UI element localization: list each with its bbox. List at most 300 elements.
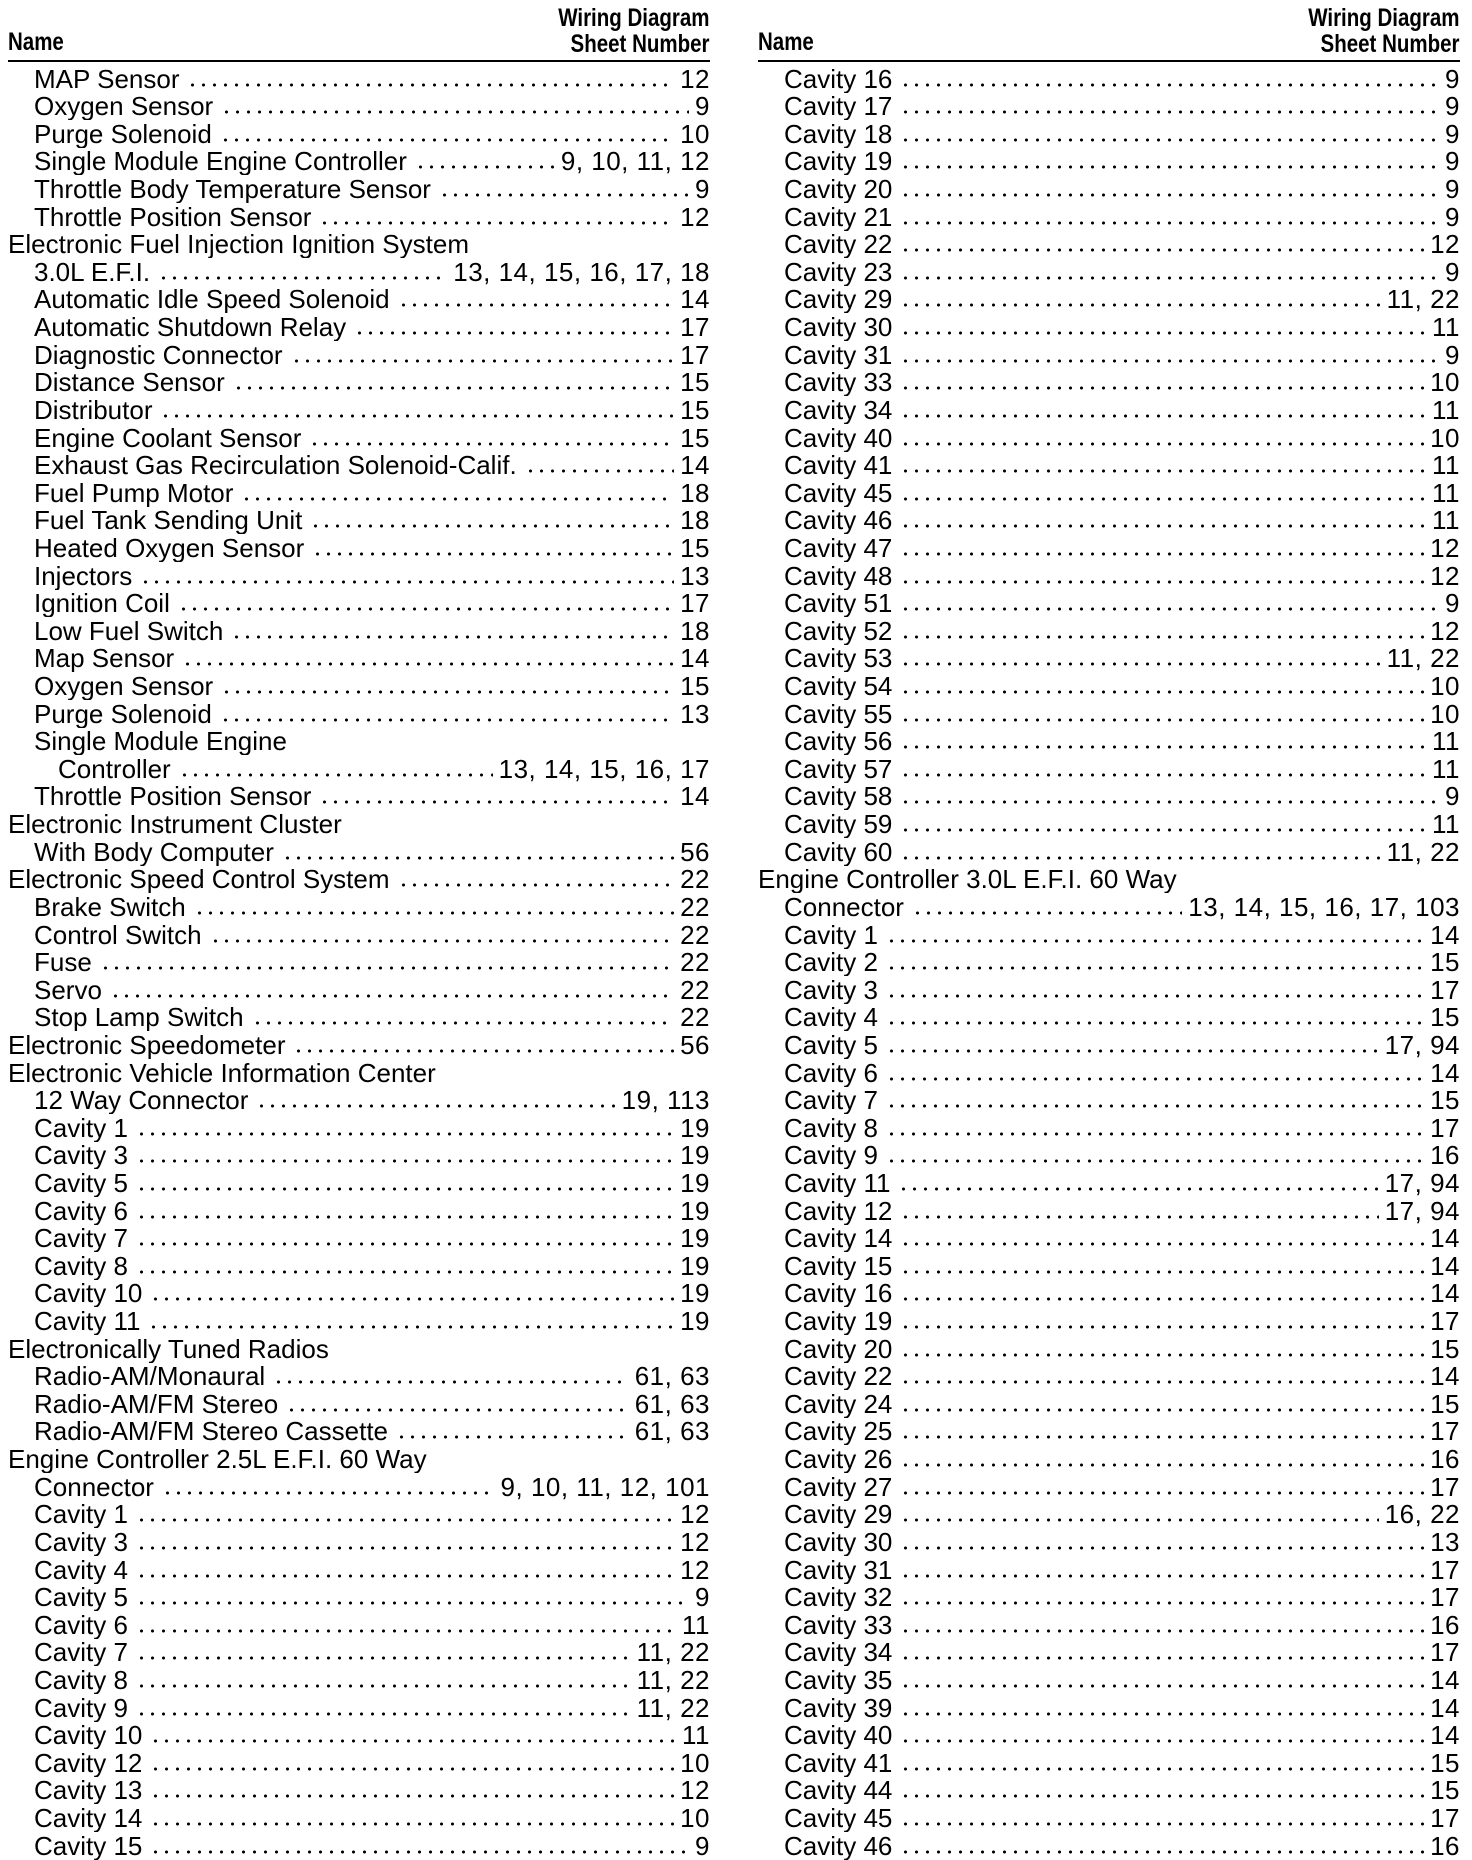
dot-leader [886, 1103, 1424, 1109]
dot-leader [900, 523, 1426, 529]
index-entry [758, 921, 1460, 949]
dot-leader [179, 772, 493, 778]
entry-name: Cavity 22 [784, 230, 893, 259]
index-entry [8, 1335, 710, 1363]
index-entry [758, 1059, 1460, 1087]
index-entry [758, 755, 1460, 783]
sheet-number: 17 [1430, 1307, 1460, 1336]
entry-name: Cavity 6 [784, 1058, 878, 1087]
entry-name: Cavity 4 [34, 1555, 128, 1584]
dot-leader [886, 938, 1424, 944]
index-entry [8, 1087, 710, 1115]
sheet-number: 22 [680, 1003, 710, 1032]
dot-leader [1185, 882, 1454, 888]
entry-name: With Body Computer [34, 838, 274, 866]
entry-name: Cavity 31 [784, 341, 893, 369]
dot-leader [900, 579, 1424, 585]
dot-leader [477, 247, 704, 253]
sheet-heading-line1: Wiring Diagram [558, 4, 710, 32]
entry-name: Controller [58, 755, 171, 783]
entry-name: Low Fuel Switch [34, 617, 224, 645]
entry-name: Cavity 41 [784, 1749, 893, 1777]
dot-leader [140, 579, 674, 585]
index-entry [8, 507, 710, 535]
sheet-number: 11 [1432, 727, 1460, 756]
index-entry [8, 1584, 710, 1612]
entry-name: Brake Switch [34, 893, 186, 921]
index-entry [758, 700, 1460, 728]
index-entry [758, 1087, 1460, 1115]
index-entry [758, 1252, 1460, 1280]
dot-leader [160, 413, 674, 419]
index-entry [758, 976, 1460, 1004]
index-entry [8, 755, 710, 783]
index-entry [758, 562, 1460, 590]
dot-leader [439, 192, 689, 198]
index-entry [8, 700, 710, 728]
index-entry [758, 949, 1460, 977]
index-entry [8, 810, 710, 838]
entry-name: Radio-AM/FM Stereo Cassette [34, 1417, 389, 1446]
index-entry [758, 1142, 1460, 1170]
entry-name: Cavity 35 [784, 1666, 893, 1694]
index-entries-right [758, 65, 1460, 1860]
index-entry [8, 93, 710, 121]
entry-name: Control Switch [34, 920, 202, 949]
index-entry [758, 1280, 1460, 1308]
entry-name: Cavity 15 [34, 1832, 143, 1860]
sheet-number: 15 [680, 672, 710, 701]
dot-leader [150, 1738, 676, 1744]
sheet-number: 12 [680, 1500, 710, 1529]
dot-leader [233, 385, 674, 391]
index-entry [8, 1004, 710, 1032]
index-entry [758, 783, 1460, 811]
index-entry [8, 645, 710, 673]
dot-leader [221, 689, 674, 695]
sheet-number: 19 [680, 1141, 710, 1170]
dot-leader [900, 799, 1439, 805]
column-header [8, 0, 710, 62]
index-entry [8, 1639, 710, 1667]
dot-leader [231, 634, 674, 640]
index-entry [758, 1501, 1460, 1529]
dot-leader [900, 302, 1380, 308]
entry-name: Cavity 48 [784, 561, 893, 590]
dot-leader [286, 1407, 629, 1413]
sheet-number: 9 [1445, 92, 1460, 121]
sheet-number: 22 [680, 865, 710, 894]
dot-leader [900, 855, 1380, 861]
sheet-number: 16 [1430, 1832, 1460, 1860]
entry-name: Throttle Body Temperature Sensor [34, 175, 431, 204]
dot-leader [415, 164, 555, 170]
index-entry [8, 1528, 710, 1556]
index-entry [8, 1749, 710, 1777]
entry-name: Cavity 1 [34, 1500, 128, 1529]
dot-leader [900, 551, 1424, 557]
sheet-number: 11, 22 [1386, 285, 1460, 314]
sheet-number: 14 [1430, 920, 1460, 949]
entry-name: Cavity 23 [784, 258, 893, 286]
sheet-number: 13, 14, 15, 16, 17 [498, 755, 710, 783]
sheet-number: 15 [1430, 1749, 1460, 1777]
sheet-number: 17, 94 [1384, 1196, 1460, 1225]
index-entry [8, 1473, 710, 1501]
dot-leader [182, 661, 674, 667]
dot-leader [900, 1573, 1424, 1579]
dot-leader [291, 358, 675, 364]
dot-leader [900, 192, 1439, 198]
entry-name: Cavity 11 [34, 1307, 141, 1336]
index-entry [8, 617, 710, 645]
sheet-number: 14 [1430, 1362, 1460, 1391]
dot-leader [435, 1462, 704, 1468]
sheet-number: 12 [680, 65, 710, 93]
sheet-heading-line2: Sheet Number [1321, 30, 1460, 58]
index-entry [758, 866, 1460, 894]
entry-name: Single Module Engine [34, 727, 287, 756]
right-column [758, 0, 1460, 1860]
sheet-number: 17 [1430, 1417, 1460, 1446]
sheet-number: 14 [1430, 1693, 1460, 1722]
entry-name: Cavity 8 [34, 1666, 128, 1694]
dot-leader [900, 1462, 1424, 1468]
sheet-number: 9 [1445, 589, 1460, 618]
sheet-number: 17 [1430, 1583, 1460, 1612]
sheet-number: 10 [680, 1804, 710, 1832]
sheet-number: 11 [1432, 313, 1460, 342]
entry-name: Cavity 14 [784, 1224, 893, 1253]
index-entry [8, 65, 710, 93]
index-entry [758, 1639, 1460, 1667]
sheet-number: 11, 22 [636, 1666, 710, 1694]
sheet-number: 22 [680, 893, 710, 921]
entry-name: Engine Controller 2.5L E.F.I. 60 Way [8, 1445, 427, 1474]
entry-name: Cavity 4 [784, 1003, 878, 1032]
entry-name: Cavity 1 [34, 1114, 128, 1142]
index-entry [8, 1666, 710, 1694]
sheet-number: 15 [680, 396, 710, 424]
entry-name: Purge Solenoid [34, 700, 212, 728]
left-column [8, 0, 710, 1860]
dot-leader [312, 551, 674, 557]
sheet-number: 15 [680, 423, 710, 452]
index-entry [758, 1114, 1460, 1142]
entry-name: Distance Sensor [34, 368, 225, 397]
entry-name: Cavity 30 [784, 1528, 893, 1556]
entry-name: Automatic Shutdown Relay [34, 313, 347, 342]
index-entry [758, 672, 1460, 700]
entry-name: Ignition Coil [34, 589, 170, 618]
dot-leader [900, 1849, 1424, 1855]
sheet-number: 12 [680, 1776, 710, 1805]
entry-name: Cavity 60 [784, 838, 893, 866]
name-heading: Name [8, 28, 64, 56]
entry-name: Cavity 7 [34, 1638, 128, 1667]
sheet-heading-line1: Wiring Diagram [1308, 4, 1460, 32]
entry-name: MAP Sensor [34, 65, 180, 93]
index-entry [758, 1445, 1460, 1473]
entry-name: Cavity 19 [784, 1307, 893, 1336]
dot-leader [900, 1683, 1424, 1689]
dot-leader [900, 358, 1439, 364]
sheet-number: 17 [1430, 1638, 1460, 1667]
index-entry [8, 1556, 710, 1584]
entry-name: Throttle Position Sensor [34, 203, 312, 231]
entry-name: Cavity 45 [784, 1804, 893, 1832]
entry-name: Cavity 9 [34, 1693, 128, 1722]
index-entry [8, 590, 710, 618]
entry-name: Cavity 59 [784, 810, 893, 839]
dot-leader [136, 1711, 631, 1717]
sheet-number: 10 [1430, 423, 1460, 452]
entry-name: Single Module Engine Controller [34, 147, 407, 176]
sheet-number: 10 [1430, 368, 1460, 397]
index-entry [758, 396, 1460, 424]
dot-leader [136, 1655, 631, 1661]
sheet-number: 16 [1430, 1141, 1460, 1170]
dot-leader [900, 1517, 1378, 1523]
dot-leader [900, 220, 1439, 226]
sheet-number: 9 [1445, 341, 1460, 369]
dot-leader [150, 1766, 674, 1772]
dot-leader [886, 1020, 1424, 1026]
dot-leader [900, 661, 1380, 667]
entry-name: Cavity 31 [784, 1555, 893, 1584]
sheet-number: 11 [682, 1611, 710, 1639]
dot-leader [136, 1628, 676, 1634]
entry-name: Cavity 53 [784, 644, 893, 673]
entry-name: Cavity 29 [784, 285, 893, 314]
entry-name: Injectors [34, 561, 133, 590]
sheet-number: 17, 94 [1384, 1031, 1460, 1059]
entry-name: Cavity 5 [784, 1031, 878, 1059]
index-entry [758, 424, 1460, 452]
sheet-number: 11 [1432, 810, 1460, 839]
entry-name: Cavity 39 [784, 1693, 893, 1722]
dot-leader [900, 1407, 1424, 1413]
entry-name: Cavity 12 [784, 1196, 893, 1225]
index-entry [758, 286, 1460, 314]
entry-name: Throttle Position Sensor [34, 782, 312, 811]
sheet-number: 19 [680, 1196, 710, 1225]
entry-name: Cavity 15 [784, 1252, 893, 1280]
entry-name: Map Sensor [34, 644, 175, 673]
entry-name: Servo [34, 976, 102, 1004]
dot-leader [444, 1076, 704, 1082]
entry-name: Oxygen Sensor [34, 92, 214, 121]
sheet-number: 19 [680, 1279, 710, 1308]
dot-leader [900, 1324, 1424, 1330]
dot-leader [900, 634, 1424, 640]
dot-leader [398, 882, 675, 888]
dot-leader [900, 413, 1426, 419]
index-entry [8, 1197, 710, 1225]
entry-name: Cavity 7 [34, 1224, 128, 1253]
index-entry [758, 1225, 1460, 1253]
entry-name: Electronic Instrument Cluster [8, 810, 342, 839]
sheet-number: 11, 22 [636, 1638, 710, 1667]
entry-name: 3.0L E.F.I. [34, 258, 151, 286]
entry-name: Cavity 41 [784, 451, 893, 480]
entry-name: Cavity 32 [784, 1583, 893, 1612]
dot-leader [319, 799, 674, 805]
index-entry [758, 590, 1460, 618]
dot-leader [900, 275, 1439, 281]
index-entry [758, 1307, 1460, 1335]
index-entry [8, 1611, 710, 1639]
sheet-number: 14 [1430, 1252, 1460, 1280]
dot-leader [136, 1683, 631, 1689]
sheet-number: 15 [1430, 948, 1460, 977]
dot-leader [100, 965, 674, 971]
entry-name: Cavity 5 [34, 1169, 128, 1197]
index-entry [8, 1777, 710, 1805]
dot-leader [886, 993, 1424, 999]
index-entry [758, 1528, 1460, 1556]
dot-leader [900, 1600, 1424, 1606]
index-entry [758, 893, 1460, 921]
sheet-number: 17 [680, 313, 710, 342]
dot-leader [148, 1324, 674, 1330]
entry-name: Electronic Speed Control System [8, 865, 390, 894]
entry-name: Cavity 52 [784, 617, 893, 645]
entry-name: Cavity 10 [34, 1279, 143, 1308]
index-entry [758, 1722, 1460, 1750]
dot-leader [282, 855, 674, 861]
sheet-number: 11, 22 [1386, 644, 1460, 673]
index-entry [8, 1694, 710, 1722]
index-entry [758, 838, 1460, 866]
column-header [758, 0, 1460, 62]
sheet-number: 15 [1430, 1335, 1460, 1363]
dot-leader [912, 910, 1182, 916]
index-entry [8, 1225, 710, 1253]
index-entry [758, 1197, 1460, 1225]
entry-name: Cavity 16 [784, 1279, 893, 1308]
index-entry [8, 313, 710, 341]
dot-leader [886, 1131, 1424, 1137]
dot-leader [136, 1214, 674, 1220]
dot-leader [900, 496, 1426, 502]
sheet-number: 13 [680, 561, 710, 590]
sheet-number: 15 [1430, 1390, 1460, 1418]
entry-name: Cavity 12 [34, 1749, 143, 1777]
entry-name: Oxygen Sensor [34, 672, 214, 701]
sheet-number: 9, 10, 11, 12 [560, 147, 710, 176]
entry-name: Cavity 8 [784, 1114, 878, 1142]
sheet-number: 19 [680, 1169, 710, 1197]
dot-leader [136, 1131, 674, 1137]
dot-leader [900, 1545, 1424, 1551]
index-entry [758, 1363, 1460, 1391]
sheet-number: 10 [1430, 700, 1460, 728]
index-entry [8, 1804, 710, 1832]
sheet-number: 13 [1430, 1528, 1460, 1556]
dot-leader [900, 164, 1439, 170]
entry-name: Cavity 40 [784, 1721, 893, 1750]
dot-leader [354, 330, 674, 336]
index-entry [758, 645, 1460, 673]
entry-name: Cavity 24 [784, 1390, 893, 1418]
index-entry [8, 866, 710, 894]
entry-name: Cavity 11 [784, 1169, 891, 1197]
sheet-number: 17 [1430, 976, 1460, 1004]
index-entry [8, 258, 710, 286]
index-entry [8, 976, 710, 1004]
index-entry [8, 396, 710, 424]
dot-leader [900, 330, 1426, 336]
index-entry [8, 1059, 710, 1087]
dot-leader [900, 1793, 1424, 1799]
entry-name: Cavity 20 [784, 175, 893, 204]
entry-name: Cavity 34 [784, 1638, 893, 1667]
dot-leader [900, 717, 1424, 723]
sheet-number: 9 [1445, 782, 1460, 811]
dot-leader [900, 109, 1439, 115]
entry-name: Cavity 10 [34, 1721, 143, 1750]
entry-name: Cavity 45 [784, 479, 893, 507]
index-entry [758, 452, 1460, 480]
index-entry [8, 949, 710, 977]
index-entry [758, 1666, 1460, 1694]
sheet-number: 17 [1430, 1473, 1460, 1501]
sheet-number: 11 [1432, 451, 1460, 480]
dot-leader [150, 1821, 674, 1827]
index-entry [758, 1473, 1460, 1501]
index-entry [8, 1445, 710, 1473]
entry-name: Cavity 51 [784, 589, 893, 618]
index-entry [8, 562, 710, 590]
dot-leader [900, 606, 1439, 612]
dot-leader [150, 1793, 674, 1799]
entry-name: Cavity 55 [784, 700, 893, 728]
sheet-number: 19 [680, 1224, 710, 1253]
dot-leader [900, 1490, 1424, 1496]
sheet-number: 18 [680, 617, 710, 645]
entry-name: Cavity 3 [34, 1141, 128, 1170]
index-entry [758, 810, 1460, 838]
sheet-number: 61, 63 [634, 1417, 710, 1446]
dot-leader [241, 496, 674, 502]
sheet-number: 9 [695, 1583, 710, 1612]
dot-leader [900, 137, 1439, 143]
index-entry [8, 424, 710, 452]
index-entry [758, 1418, 1460, 1446]
dot-leader [187, 82, 674, 88]
sheet-number: 11 [1432, 396, 1460, 424]
entry-name: Cavity 40 [784, 423, 893, 452]
sheet-number: 17 [1430, 1555, 1460, 1584]
sheet-number: 10 [1430, 672, 1460, 701]
entry-name: Engine Controller 3.0L E.F.I. 60 Way [758, 865, 1177, 894]
entry-name: Exhaust Gas Recirculation Solenoid-Calif. [34, 451, 517, 480]
entry-name: Cavity 27 [784, 1473, 893, 1501]
dot-leader [398, 302, 675, 308]
entry-name: Cavity 6 [34, 1196, 128, 1225]
sheet-number: 14 [1430, 1224, 1460, 1253]
sheet-number: 9 [1445, 175, 1460, 204]
index-entry [8, 1114, 710, 1142]
entry-name: Radio-AM/FM Stereo [34, 1390, 279, 1418]
sheet-number: 13 [680, 700, 710, 728]
index-entry [758, 65, 1460, 93]
index-entry [758, 369, 1460, 397]
dot-leader [900, 468, 1426, 474]
dot-leader [136, 1186, 674, 1192]
entry-name: Cavity 2 [784, 948, 878, 977]
